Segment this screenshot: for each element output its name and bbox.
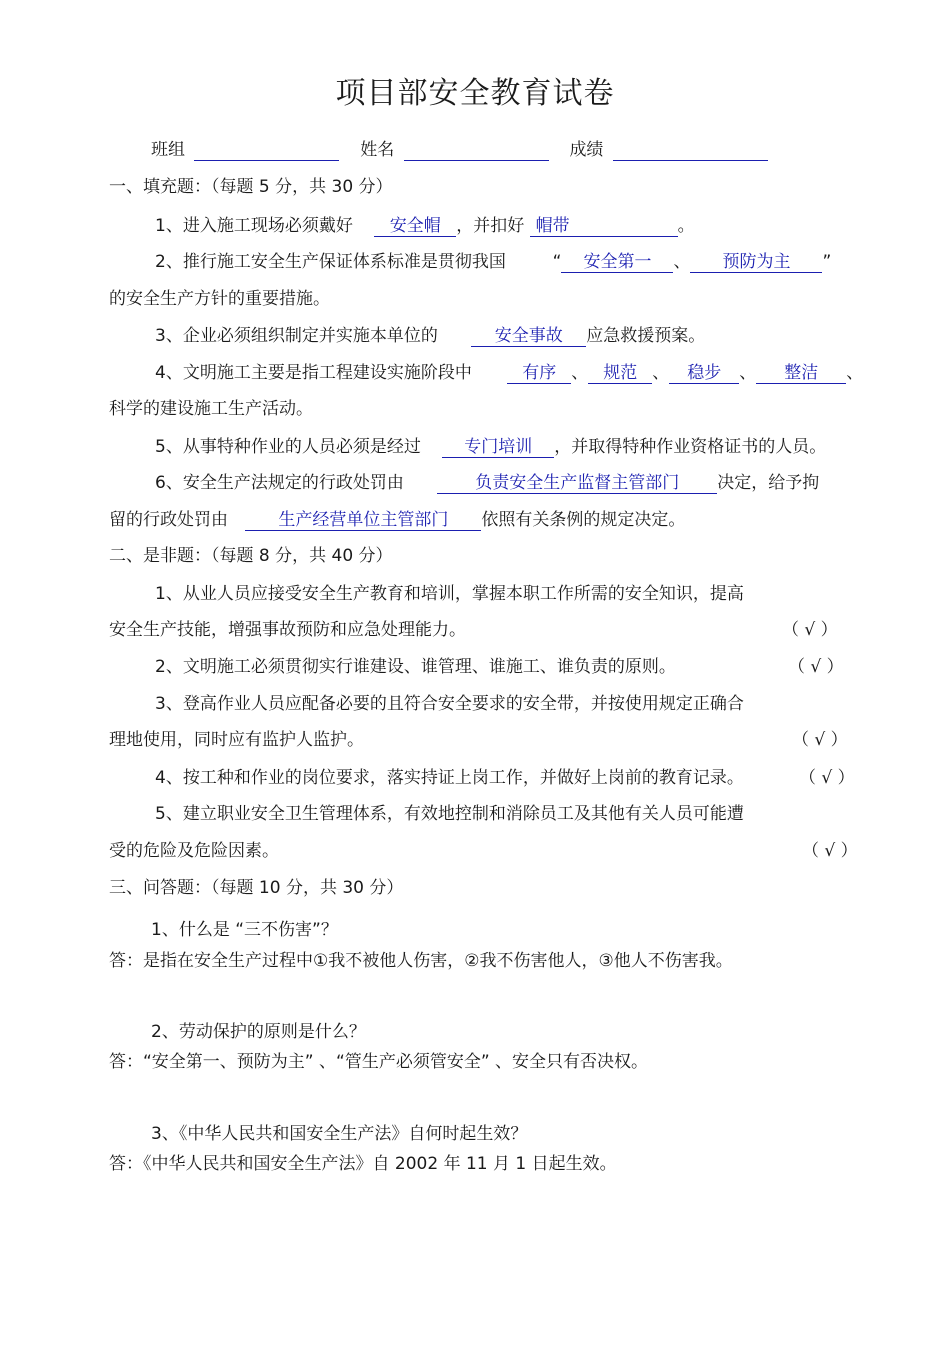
class-field[interactable] [194, 142, 339, 161]
true-mark: （ √ ） [799, 768, 855, 788]
true-mark: （ √ ） [792, 730, 848, 750]
s1-q4-cont: 科学的建设施工生产活动。 [109, 399, 313, 419]
s1-q6-cont: 留的行政处罚由 生产经营单位主管部门 依照有关条例的规定决定。 [109, 510, 686, 530]
answer-blank: 帽带 [530, 216, 678, 237]
s1-q6: 6、安全生产法规定的行政处罚由 负责安全生产监督主管部门 决定，给予拘 [155, 473, 820, 493]
s3-q1-answer: 答：是指在安全生产过程中①我不被他人伤害，②我不伤害他人，③他人不伤害我。 [109, 951, 733, 971]
answer-blank: 预防为主 [690, 252, 822, 273]
answer-blank: 安全帽 [374, 216, 456, 237]
answer-blank: 安全事故 [471, 326, 586, 347]
s2-q5-line1: 5、建立职业安全卫生管理体系，有效地控制和消除员工及其他有关人员可能遭 [155, 804, 744, 824]
section2-heading: 二、是非题：（每题 8 分，共 40 分） [109, 546, 393, 566]
class-label: 班组 [151, 140, 185, 160]
s1-q4: 4、文明施工主要是指工程建设实施阶段中 有序 、 规范 、 稳步 、 整洁 、 [155, 363, 864, 383]
true-mark: （ √ ） [802, 841, 858, 861]
true-mark: （ √ ） [782, 620, 838, 640]
score-field[interactable] [613, 142, 768, 161]
section1-heading: 一、填充题：（每题 5 分，共 30 分） [109, 177, 393, 197]
s2-q3-line2: 理地使用，同时应有监护人监护。 [109, 730, 364, 750]
header-row [151, 139, 768, 161]
s3-q2-answer: 答：“安全第一、预防为主” 、“管生产必须管安全” 、安全只有否决权。 [109, 1052, 649, 1072]
section3-heading: 三、问答题：（每题 10 分，共 30 分） [109, 878, 404, 898]
answer-blank: 安全第一 [561, 252, 673, 273]
s2-q5-line2: 受的危险及危险因素。 [109, 841, 279, 861]
s3-q3-question: 3、《中华人民共和国安全生产法》自何时起生效？ [151, 1124, 528, 1144]
s3-q2-question: 2、劳动保护的原则是什么？ [151, 1022, 366, 1042]
answer-blank: 有序 [507, 363, 571, 384]
s2-q2-line1: 2、文明施工必须贯彻实行谁建设、谁管理、谁施工、谁负责的原则。 [155, 657, 676, 677]
s1-q1: 1、进入施工现场必须戴好 安全帽 ，并扣好 帽带 。 [155, 216, 695, 236]
s1-q2: 2、推行施工安全生产保证体系标准是贯彻我国 “ 安全第一 、 预防为主 ” [155, 252, 832, 272]
answer-blank: 生产经营单位主管部门 [245, 510, 481, 531]
s1-q3: 3、企业必须组织制定并实施本单位的 安全事故 应急救援预案。 [155, 326, 706, 346]
page-title: 项目部安全教育试卷 [335, 76, 615, 111]
answer-blank: 整洁 [756, 363, 846, 384]
answer-blank: 负责安全生产监督主管部门 [437, 473, 717, 494]
s2-q3-line1: 3、登高作业人员应配备必要的且符合安全要求的安全带，并按使用规定正确合 [155, 694, 744, 714]
s3-q1-question: 1、什么是 “三不伤害”？ [151, 920, 338, 940]
name-field[interactable] [404, 142, 549, 161]
s2-q1-line1: 1、从业人员应接受安全生产教育和培训，掌握本职工作所需的安全知识，提高 [155, 584, 744, 604]
s1-q5: 5、从事特种作业的人员必须是经过 专门培训 ，并取得特种作业资格证书的人员。 [155, 437, 827, 457]
score-label: 成绩 [569, 140, 604, 160]
s3-q3-answer: 答：《中华人民共和国安全生产法》自 2002 年 11 月 1 日起生效。 [109, 1154, 617, 1174]
answer-blank: 稳步 [669, 363, 739, 384]
s2-q4-line1: 4、按工种和作业的岗位要求，落实持证上岗工作，并做好上岗前的教育记录。 [155, 768, 744, 788]
true-mark: （ √ ） [788, 657, 844, 677]
answer-blank: 专门培训 [442, 437, 554, 458]
answer-blank: 规范 [588, 363, 652, 384]
name-label: 姓名 [360, 140, 395, 160]
s2-q1-line2: 安全生产技能，增强事故预防和应急处理能力。 [109, 620, 466, 640]
s1-q2-cont: 的安全生产方针的重要措施。 [109, 289, 330, 309]
